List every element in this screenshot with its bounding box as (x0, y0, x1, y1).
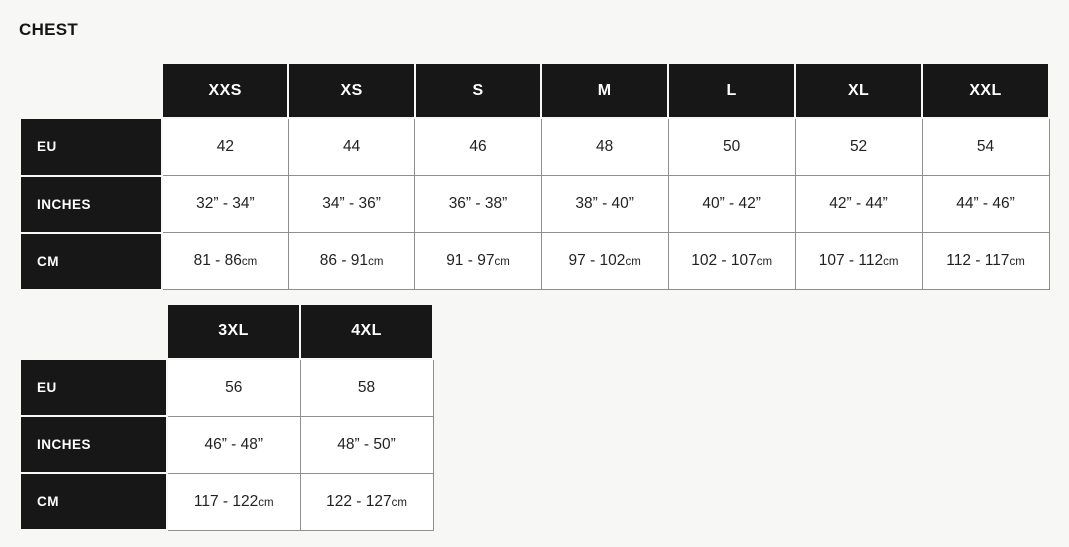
unit-label: cm (494, 256, 510, 268)
measurement-cell (795, 233, 922, 290)
size-column-header: L (668, 63, 795, 118)
measurement-value: 54 (976, 138, 995, 155)
unit-label: cm (258, 496, 274, 509)
size-header-row (20, 304, 433, 359)
unit-label: cm (391, 496, 407, 509)
measurement-cell (162, 176, 289, 233)
unit-label: cm (756, 256, 773, 268)
measurement-cell (541, 233, 668, 290)
measurement-value: 58 (357, 378, 376, 396)
measurement-value: 50 (723, 138, 741, 155)
unit-label: cm (241, 256, 258, 268)
measurement-value: 44 (342, 138, 361, 155)
measurement-value: 97 - 102 (568, 252, 626, 269)
size-header-row (20, 63, 1049, 118)
measurement-cell (167, 416, 300, 473)
measurement-value: 81 - 86 (193, 252, 242, 269)
unit-label: cm (368, 256, 384, 268)
unit-label: cm (625, 256, 641, 268)
size-column-header: XXL (922, 63, 1049, 118)
measurement-value: 91 - 97 (446, 252, 495, 269)
measurement-cell (162, 233, 289, 290)
measurement-cell (167, 473, 300, 530)
measurement-cell (668, 176, 795, 233)
measurement-value: 46” - 48” (204, 435, 264, 453)
measurement-cell (541, 176, 668, 233)
table-row (20, 473, 433, 530)
page-title: CHEST (19, 20, 79, 39)
measurement-value: 42” - 44” (829, 195, 888, 212)
measurement-cell (300, 473, 433, 530)
measurement-cell (668, 118, 795, 176)
measurement-value: 86 - 91 (319, 252, 369, 269)
measurement-cell (300, 416, 433, 473)
row-label-eu: EU (20, 359, 167, 417)
measurement-value: 46 (469, 138, 487, 155)
unit-label: cm (883, 256, 899, 268)
size-column-header: M (541, 63, 668, 118)
measurement-value: 32” - 34” (196, 195, 255, 212)
measurement-cell (288, 233, 414, 290)
measurement-cell (288, 118, 414, 176)
measurement-value: 36” - 38” (448, 195, 508, 212)
measurement-cell (795, 118, 922, 176)
size-column-header: S (415, 63, 541, 118)
table-row (20, 416, 433, 473)
measurement-cell (415, 118, 541, 176)
measurement-cell (795, 176, 922, 233)
table-row (20, 118, 1049, 176)
measurement-value: 40” - 42” (702, 195, 761, 212)
measurement-value: 102 - 107 (691, 252, 757, 269)
measurement-value: 107 - 112 (818, 252, 884, 269)
size-tables (19, 62, 1050, 531)
table-row (20, 359, 433, 417)
row-label-cm: CM (20, 473, 167, 530)
measurement-cell (922, 118, 1049, 176)
measurement-cell (167, 359, 300, 417)
corner-spacer (20, 304, 167, 359)
measurement-cell (300, 359, 433, 417)
row-label-inches: INCHES (20, 176, 162, 233)
row-label-cm: CM (20, 233, 162, 290)
size-column-header: 3XL (167, 304, 300, 359)
measurement-value: 48” - 50” (337, 435, 396, 453)
measurement-value: 122 - 127 (326, 492, 392, 510)
measurement-cell (288, 176, 414, 233)
row-label-inches: INCHES (20, 416, 167, 473)
measurement-value: 42 (216, 138, 235, 155)
unit-label: cm (1009, 256, 1025, 268)
table-row (20, 176, 1049, 233)
measurement-value: 48 (596, 138, 614, 155)
measurement-value: 44” - 46” (956, 195, 1015, 212)
measurement-cell (415, 233, 541, 290)
measurement-cell (922, 176, 1049, 233)
size-column-header: XL (795, 63, 922, 118)
corner-spacer (20, 63, 162, 118)
measurement-cell (415, 176, 541, 233)
measurement-cell (668, 233, 795, 290)
measurement-value: 52 (849, 138, 868, 155)
measurement-value: 112 - 117 (946, 252, 1010, 269)
measurement-value: 34” - 36” (322, 195, 381, 212)
row-label-eu: EU (20, 118, 162, 176)
size-column-header: 4XL (300, 304, 433, 359)
measurement-cell (162, 118, 289, 176)
measurement-cell (922, 233, 1049, 290)
measurement-cell (541, 118, 668, 176)
table-row (20, 233, 1049, 290)
size-column-header: XS (288, 63, 414, 118)
size-column-header: XXS (162, 63, 289, 118)
chest-size-table-xxs-xxl (19, 62, 1050, 291)
measurement-value: 56 (225, 378, 243, 396)
measurement-value: 38” - 40” (575, 195, 634, 212)
measurement-value: 117 - 122 (193, 492, 259, 510)
chest-size-table-3xl-4xl (19, 303, 434, 532)
